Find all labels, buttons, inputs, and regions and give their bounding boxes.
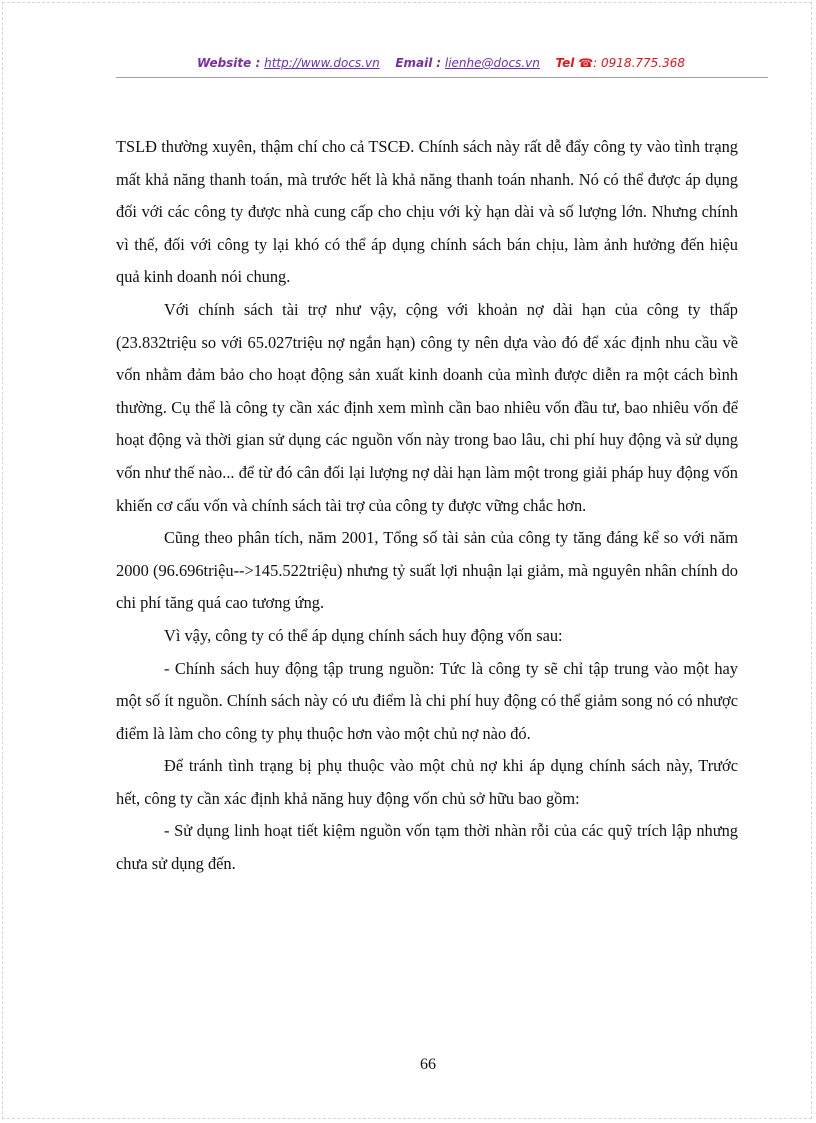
tel-label: Tel [555, 56, 575, 70]
page-header [116, 56, 766, 78]
paragraph: - Chính sách huy động tập trung nguồn: Tức là công ty sẽ chỉ tập trung vào một hay một số ít nguồn. Chính sách này có ưu điểm là chi phí huy động có thể giảm song nó có nhược điểm là làm cho công ty phụ thuộc hơn vào một chủ nợ nào đó. [116, 658, 738, 743]
paragraph: - Sử dụng linh hoạt tiết kiệm nguồn vốn tạm thời nhàn rỗi của các quỹ trích lập nhưng chưa sử dụng đến. [116, 821, 738, 874]
paragraph: Để tránh tình trạng bị phụ thuộc vào một chủ nợ khi áp dụng chính sách này, Trước hết, công ty cần xác định khả năng huy động vốn chủ sở hữu bao gồm: [116, 756, 738, 808]
page-number: 66 [420, 1056, 436, 1073]
document-body [116, 131, 738, 881]
paragraph: Vì vậy, công ty có thể áp dụng chính sách huy động vốn sau: [164, 625, 563, 645]
paragraph: Cũng theo phân tích, năm 2001, Tổng số tài sản của công ty tăng đáng kể so với năm 2000 (96.696triệu-->145.522triệu) nhưng tỷ suất lợi nhuận lại giảm, mà nguyên nhân chính do chi phí tăng quá cao tương ứng. [116, 528, 738, 613]
email-label: Email [395, 56, 433, 70]
header-divider [116, 77, 768, 78]
telephone-icon: ☎ [578, 56, 594, 70]
website-link[interactable]: http://www.docs.vn [264, 56, 380, 70]
paragraph: TSLĐ thường xuyên, thậm chí cho cả TSCĐ. Chính sách này rất dễ đẩy công ty vào tình trạng mất khả năng thanh toán, mà trước hết là khả năng thanh toán nhanh. Nó có thể được áp dụng đối với các công ty được nhà cung cấp cho chịu với kỳ hạn dài và số lượng lớn. Nhưng chính vì thế, đối với công ty lại khó có thể áp dụng chính sách bán chịu, làm ảnh hưởng đến hiệu quả kinh doanh nói chung. [116, 137, 738, 287]
website-label: Website : [196, 56, 261, 70]
paragraph: Với chính sách tài trợ như vậy, cộng với khoản nợ dài hạn của công ty thấp (23.832triệu so với 65.027triệu nợ ngắn hạn) công ty nên dựa vào đó để xác định nhu cầu về vốn nhằm đảm bảo cho hoạt động sản xuất kinh doanh của mình được diễn ra một cách bình thường. Cụ thể là công ty cần xác định xem mình cần bao nhiêu vốn đầu tư, bao nhiêu vốn để hoạt động và thời gian sử dụng các nguồn vốn này trong bao lâu, chi phí huy động và sử dụng vốn như thế nào... để từ đó cân đối lại lượng nợ dài hạn làm một trong giải pháp huy động vốn khiến cơ cấu vốn và chính sách tài trợ của công ty được vững chắc hơn. [116, 299, 738, 515]
tel-number: : 0918.775.368 [593, 56, 686, 70]
email-separator: : [436, 56, 442, 70]
email-link[interactable]: lienhe@docs.vn [444, 56, 540, 70]
